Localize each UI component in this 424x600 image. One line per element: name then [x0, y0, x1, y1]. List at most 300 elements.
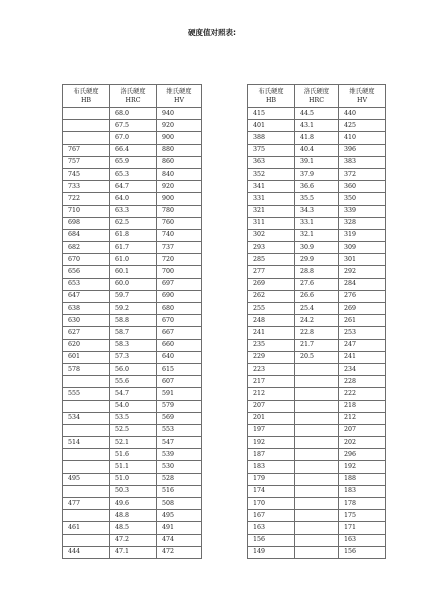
- cell-hrc-right: 34.3: [295, 205, 339, 217]
- cell-hv: 697: [157, 278, 202, 290]
- cell-hrc: 51.1: [110, 461, 157, 473]
- cell-hv-right: 284: [339, 278, 386, 290]
- cell-hb: [63, 485, 110, 497]
- cell-hv: 615: [157, 363, 202, 375]
- table-row: [63, 278, 386, 290]
- cell-hb-right: 269: [248, 278, 295, 290]
- cell-hrc-right: 25.4: [295, 303, 339, 315]
- cell-hrc-right: [295, 376, 339, 388]
- cell-hb-right: 388: [248, 132, 295, 144]
- cell-hrc-right: [295, 437, 339, 449]
- cell-hrc: 60.0: [110, 278, 157, 290]
- cell-hrc: 64.7: [110, 181, 157, 193]
- cell-hb-right: 293: [248, 242, 295, 254]
- column-gap: [202, 449, 248, 461]
- cell-hv-right: 163: [339, 534, 386, 546]
- cell-hv: 860: [157, 156, 202, 168]
- cell-hb-right: 197: [248, 424, 295, 436]
- cell-hrc: 60.1: [110, 266, 157, 278]
- table-row: [63, 412, 386, 424]
- cell-hb-right: 248: [248, 315, 295, 327]
- cell-hrc-right: 36.6: [295, 181, 339, 193]
- table-row: [63, 498, 386, 510]
- table-row: [63, 205, 386, 217]
- cell-hv: 569: [157, 412, 202, 424]
- table-row: [63, 108, 386, 120]
- table-row: [63, 144, 386, 156]
- header-hv-right: 维氏硬度 HV: [339, 85, 386, 108]
- table-row: [63, 290, 386, 302]
- cell-hrc-right: 44.5: [295, 108, 339, 120]
- cell-hb: 670: [63, 254, 110, 266]
- cell-hv-right: 178: [339, 498, 386, 510]
- cell-hrc: 54.0: [110, 400, 157, 412]
- cell-hrc: 47.1: [110, 546, 157, 558]
- cell-hv: 579: [157, 400, 202, 412]
- column-gap: [202, 181, 248, 193]
- cell-hv-right: 261: [339, 315, 386, 327]
- cell-hb: 514: [63, 437, 110, 449]
- cell-hb: 477: [63, 498, 110, 510]
- cell-hrc: 51.0: [110, 473, 157, 485]
- header-hb-right: 布氏硬度 HB: [248, 85, 295, 108]
- cell-hrc: 47.2: [110, 534, 157, 546]
- cell-hv: 495: [157, 510, 202, 522]
- column-gap: [202, 327, 248, 339]
- cell-hb: 495: [63, 473, 110, 485]
- cell-hb: 722: [63, 193, 110, 205]
- cell-hv-right: 188: [339, 473, 386, 485]
- column-gap: [202, 242, 248, 254]
- cell-hv-right: 372: [339, 168, 386, 180]
- cell-hb: 767: [63, 144, 110, 156]
- cell-hv-right: 175: [339, 510, 386, 522]
- table-row: [63, 534, 386, 546]
- column-gap: [202, 266, 248, 278]
- hardness-table: [62, 84, 386, 559]
- cell-hb-right: 352: [248, 168, 295, 180]
- table-row: [63, 315, 386, 327]
- cell-hrc: 56.0: [110, 363, 157, 375]
- cell-hb: [63, 424, 110, 436]
- cell-hb-right: 311: [248, 217, 295, 229]
- cell-hv: 900: [157, 132, 202, 144]
- table-row: [63, 473, 386, 485]
- cell-hv-right: 241: [339, 351, 386, 363]
- cell-hb-right: 415: [248, 108, 295, 120]
- column-gap: [202, 412, 248, 424]
- cell-hv-right: 309: [339, 242, 386, 254]
- cell-hrc-right: [295, 424, 339, 436]
- column-gap: [202, 217, 248, 229]
- cell-hv-right: 192: [339, 461, 386, 473]
- cell-hv-right: 222: [339, 388, 386, 400]
- cell-hrc-right: 20.5: [295, 351, 339, 363]
- cell-hb: 698: [63, 217, 110, 229]
- table-row: [63, 132, 386, 144]
- cell-hrc: 51.6: [110, 449, 157, 461]
- cell-hrc-right: 35.5: [295, 193, 339, 205]
- cell-hb: 757: [63, 156, 110, 168]
- cell-hb: [63, 534, 110, 546]
- cell-hb-right: 183: [248, 461, 295, 473]
- table-row: [63, 351, 386, 363]
- table-row: [63, 120, 386, 132]
- cell-hb: [63, 400, 110, 412]
- table-row: [63, 510, 386, 522]
- cell-hrc-right: 33.1: [295, 217, 339, 229]
- cell-hv: 474: [157, 534, 202, 546]
- cell-hb: [63, 449, 110, 461]
- cell-hb-right: 167: [248, 510, 295, 522]
- column-gap: [202, 193, 248, 205]
- cell-hv-right: 228: [339, 376, 386, 388]
- cell-hv: 900: [157, 193, 202, 205]
- cell-hrc: 61.0: [110, 254, 157, 266]
- cell-hrc: 58.8: [110, 315, 157, 327]
- table-row: [63, 156, 386, 168]
- table-header-row: [63, 85, 386, 108]
- cell-hb-right: 401: [248, 120, 295, 132]
- cell-hv: 740: [157, 229, 202, 241]
- cell-hb: 656: [63, 266, 110, 278]
- cell-hv-right: 207: [339, 424, 386, 436]
- cell-hb-right: 163: [248, 522, 295, 534]
- cell-hv-right: 253: [339, 327, 386, 339]
- cell-hv: 491: [157, 522, 202, 534]
- table-row: [63, 522, 386, 534]
- cell-hrc: 49.6: [110, 498, 157, 510]
- cell-hv: 640: [157, 351, 202, 363]
- table-row: [63, 229, 386, 241]
- cell-hrc: 67.5: [110, 120, 157, 132]
- cell-hb: 710: [63, 205, 110, 217]
- column-gap: [202, 546, 248, 558]
- column-gap: [202, 424, 248, 436]
- cell-hb: 733: [63, 181, 110, 193]
- table-row: [63, 363, 386, 375]
- table-row: [63, 485, 386, 497]
- cell-hb-right: 156: [248, 534, 295, 546]
- cell-hb: [63, 510, 110, 522]
- cell-hb: [63, 120, 110, 132]
- cell-hv: 660: [157, 339, 202, 351]
- cell-hv: 553: [157, 424, 202, 436]
- cell-hv: 539: [157, 449, 202, 461]
- cell-hb: 601: [63, 351, 110, 363]
- cell-hrc-right: [295, 449, 339, 461]
- cell-hb: 578: [63, 363, 110, 375]
- table-row: [63, 327, 386, 339]
- column-gap: [202, 485, 248, 497]
- cell-hrc-right: [295, 461, 339, 473]
- cell-hv: 920: [157, 181, 202, 193]
- table-row: [63, 303, 386, 315]
- column-gap: [202, 363, 248, 375]
- cell-hv: 940: [157, 108, 202, 120]
- cell-hb: [63, 461, 110, 473]
- cell-hv: 607: [157, 376, 202, 388]
- cell-hb-right: 285: [248, 254, 295, 266]
- column-gap: [202, 315, 248, 327]
- cell-hb-right: 212: [248, 388, 295, 400]
- cell-hv: 840: [157, 168, 202, 180]
- table-row: [63, 254, 386, 266]
- cell-hb-right: 217: [248, 376, 295, 388]
- column-gap: [202, 132, 248, 144]
- cell-hrc: 59.7: [110, 290, 157, 302]
- column-gap: [202, 85, 248, 108]
- cell-hrc: 50.3: [110, 485, 157, 497]
- cell-hb: 461: [63, 522, 110, 534]
- cell-hv: 680: [157, 303, 202, 315]
- cell-hb: 555: [63, 388, 110, 400]
- cell-hv-right: 301: [339, 254, 386, 266]
- cell-hv-right: 276: [339, 290, 386, 302]
- cell-hrc-right: 29.9: [295, 254, 339, 266]
- cell-hv: 516: [157, 485, 202, 497]
- cell-hrc: 55.6: [110, 376, 157, 388]
- cell-hv-right: 319: [339, 229, 386, 241]
- cell-hb-right: 174: [248, 485, 295, 497]
- cell-hb: 627: [63, 327, 110, 339]
- cell-hb-right: 375: [248, 144, 295, 156]
- column-gap: [202, 388, 248, 400]
- cell-hrc: 58.3: [110, 339, 157, 351]
- cell-hb: 682: [63, 242, 110, 254]
- cell-hb-right: 179: [248, 473, 295, 485]
- cell-hrc-right: [295, 412, 339, 424]
- cell-hrc-right: 27.6: [295, 278, 339, 290]
- column-gap: [202, 400, 248, 412]
- header-hrc-right: 洛氏硬度 HRC: [295, 85, 339, 108]
- cell-hb: [63, 376, 110, 388]
- column-gap: [202, 108, 248, 120]
- cell-hrc: 48.5: [110, 522, 157, 534]
- table-row: [63, 266, 386, 278]
- cell-hrc: 65.3: [110, 168, 157, 180]
- cell-hrc-right: [295, 485, 339, 497]
- cell-hb-right: 187: [248, 449, 295, 461]
- cell-hrc-right: 30.9: [295, 242, 339, 254]
- cell-hb: 534: [63, 412, 110, 424]
- cell-hv-right: 171: [339, 522, 386, 534]
- cell-hrc: 63.3: [110, 205, 157, 217]
- cell-hb-right: 321: [248, 205, 295, 217]
- table-row: [63, 437, 386, 449]
- cell-hrc-right: [295, 388, 339, 400]
- cell-hv-right: 269: [339, 303, 386, 315]
- table-row: [63, 376, 386, 388]
- table-row: [63, 181, 386, 193]
- cell-hv-right: 410: [339, 132, 386, 144]
- column-gap: [202, 290, 248, 302]
- cell-hrc: 53.5: [110, 412, 157, 424]
- cell-hb-right: 229: [248, 351, 295, 363]
- cell-hrc: 62.5: [110, 217, 157, 229]
- cell-hrc-right: [295, 510, 339, 522]
- cell-hrc: 61.8: [110, 229, 157, 241]
- cell-hrc-right: 28.8: [295, 266, 339, 278]
- cell-hb-right: 207: [248, 400, 295, 412]
- cell-hv: 780: [157, 205, 202, 217]
- cell-hrc: 67.0: [110, 132, 157, 144]
- table-row: [63, 193, 386, 205]
- column-gap: [202, 339, 248, 351]
- column-gap: [202, 168, 248, 180]
- cell-hv-right: 218: [339, 400, 386, 412]
- column-gap: [202, 229, 248, 241]
- cell-hv-right: 156: [339, 546, 386, 558]
- cell-hb: 653: [63, 278, 110, 290]
- cell-hrc-right: [295, 400, 339, 412]
- cell-hv: 720: [157, 254, 202, 266]
- cell-hrc: 54.7: [110, 388, 157, 400]
- cell-hrc-right: 40.4: [295, 144, 339, 156]
- cell-hv-right: 425: [339, 120, 386, 132]
- cell-hb: [63, 108, 110, 120]
- cell-hrc-right: [295, 363, 339, 375]
- cell-hv-right: 440: [339, 108, 386, 120]
- cell-hb: 620: [63, 339, 110, 351]
- column-gap: [202, 522, 248, 534]
- cell-hb: 684: [63, 229, 110, 241]
- column-gap: [202, 351, 248, 363]
- table-row: [63, 217, 386, 229]
- column-gap: [202, 437, 248, 449]
- cell-hv-right: 350: [339, 193, 386, 205]
- cell-hrc-right: [295, 498, 339, 510]
- column-gap: [202, 205, 248, 217]
- cell-hb-right: 331: [248, 193, 295, 205]
- cell-hb: 630: [63, 315, 110, 327]
- cell-hrc-right: 22.8: [295, 327, 339, 339]
- cell-hv-right: 296: [339, 449, 386, 461]
- cell-hb-right: 262: [248, 290, 295, 302]
- cell-hrc-right: [295, 473, 339, 485]
- cell-hb-right: 149: [248, 546, 295, 558]
- cell-hb: 444: [63, 546, 110, 558]
- header-hb: 布氏硬度 HB: [63, 85, 110, 108]
- cell-hv-right: 328: [339, 217, 386, 229]
- column-gap: [202, 473, 248, 485]
- column-gap: [202, 510, 248, 522]
- cell-hrc: 59.2: [110, 303, 157, 315]
- header-hv: 维氏硬度 HV: [157, 85, 202, 108]
- cell-hv-right: 292: [339, 266, 386, 278]
- cell-hv-right: 183: [339, 485, 386, 497]
- cell-hb-right: 255: [248, 303, 295, 315]
- cell-hv: 670: [157, 315, 202, 327]
- column-gap: [202, 120, 248, 132]
- cell-hv: 547: [157, 437, 202, 449]
- cell-hrc-right: [295, 534, 339, 546]
- cell-hb-right: 363: [248, 156, 295, 168]
- hardness-table-body: [63, 85, 386, 559]
- cell-hb-right: 201: [248, 412, 295, 424]
- table-row: [63, 168, 386, 180]
- cell-hv: 472: [157, 546, 202, 558]
- column-gap: [202, 534, 248, 546]
- cell-hrc-right: 43.1: [295, 120, 339, 132]
- table-row: [63, 339, 386, 351]
- cell-hb-right: 235: [248, 339, 295, 351]
- cell-hrc-right: 24.2: [295, 315, 339, 327]
- cell-hrc-right: 21.7: [295, 339, 339, 351]
- cell-hv-right: 383: [339, 156, 386, 168]
- cell-hb-right: 277: [248, 266, 295, 278]
- cell-hrc: 58.7: [110, 327, 157, 339]
- cell-hrc: 64.0: [110, 193, 157, 205]
- cell-hv: 530: [157, 461, 202, 473]
- cell-hrc-right: 26.6: [295, 290, 339, 302]
- cell-hrc-right: [295, 522, 339, 534]
- cell-hb-right: 223: [248, 363, 295, 375]
- cell-hv-right: 212: [339, 412, 386, 424]
- cell-hb-right: 302: [248, 229, 295, 241]
- cell-hv: 667: [157, 327, 202, 339]
- cell-hrc-right: 39.1: [295, 156, 339, 168]
- column-gap: [202, 461, 248, 473]
- cell-hb: 745: [63, 168, 110, 180]
- page-title: 硬度值对照表:: [188, 28, 236, 37]
- cell-hv: 591: [157, 388, 202, 400]
- cell-hb: [63, 132, 110, 144]
- column-gap: [202, 303, 248, 315]
- cell-hv: 508: [157, 498, 202, 510]
- cell-hrc: 52.5: [110, 424, 157, 436]
- cell-hb-right: 192: [248, 437, 295, 449]
- cell-hrc-right: [295, 546, 339, 558]
- cell-hrc-right: 32.1: [295, 229, 339, 241]
- table-row: [63, 461, 386, 473]
- cell-hb-right: 241: [248, 327, 295, 339]
- cell-hrc: 65.9: [110, 156, 157, 168]
- cell-hv-right: 247: [339, 339, 386, 351]
- table-row: [63, 388, 386, 400]
- cell-hb: 638: [63, 303, 110, 315]
- header-hrc: 洛氏硬度 HRC: [110, 85, 157, 108]
- cell-hrc: 68.0: [110, 108, 157, 120]
- cell-hrc: 61.7: [110, 242, 157, 254]
- column-gap: [202, 376, 248, 388]
- cell-hrc: 66.4: [110, 144, 157, 156]
- column-gap: [202, 156, 248, 168]
- cell-hb: 647: [63, 290, 110, 302]
- cell-hv-right: 396: [339, 144, 386, 156]
- cell-hv: 737: [157, 242, 202, 254]
- column-gap: [202, 278, 248, 290]
- cell-hv: 528: [157, 473, 202, 485]
- column-gap: [202, 498, 248, 510]
- table-row: [63, 400, 386, 412]
- cell-hv: 690: [157, 290, 202, 302]
- cell-hv: 700: [157, 266, 202, 278]
- table-row: [63, 424, 386, 436]
- cell-hb-right: 170: [248, 498, 295, 510]
- column-gap: [202, 144, 248, 156]
- cell-hv-right: 339: [339, 205, 386, 217]
- cell-hv-right: 202: [339, 437, 386, 449]
- cell-hb-right: 341: [248, 181, 295, 193]
- cell-hrc: 48.8: [110, 510, 157, 522]
- cell-hv: 880: [157, 144, 202, 156]
- table-row: [63, 449, 386, 461]
- cell-hrc: 57.3: [110, 351, 157, 363]
- cell-hrc-right: 37.9: [295, 168, 339, 180]
- column-gap: [202, 254, 248, 266]
- table-row: [63, 242, 386, 254]
